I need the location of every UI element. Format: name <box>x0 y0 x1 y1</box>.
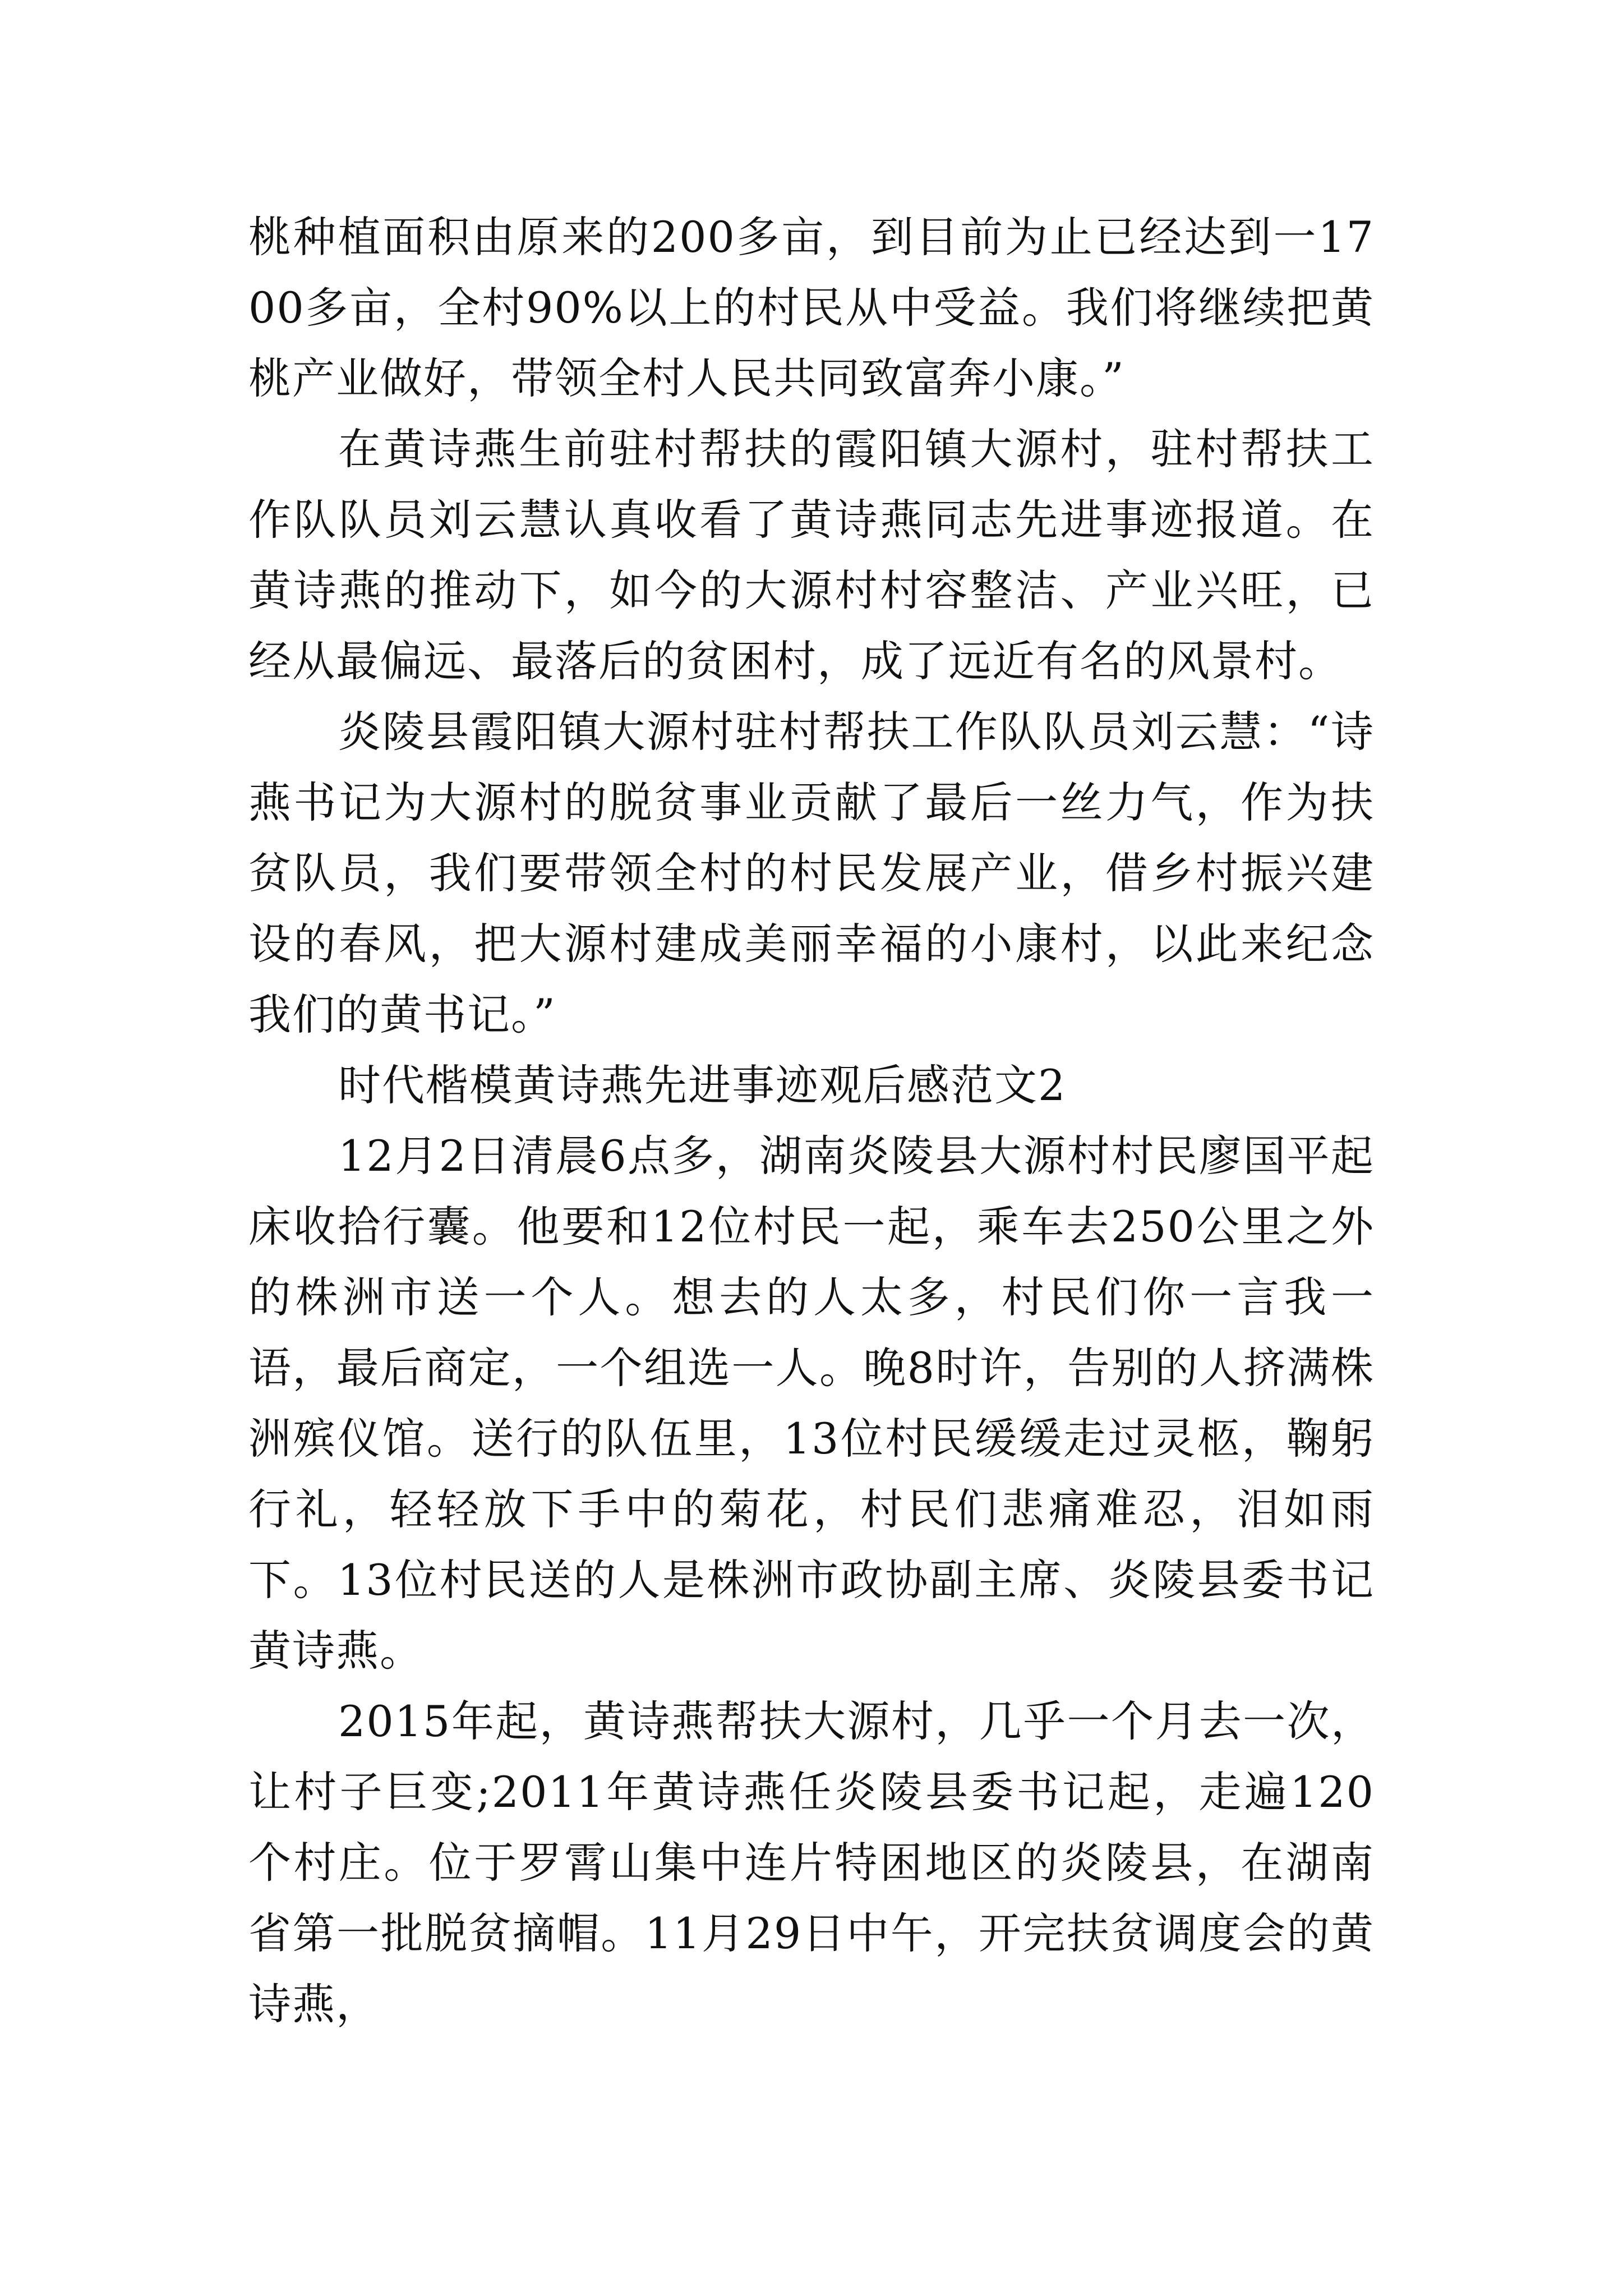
paragraph-poverty-alleviation: 2015年起，黄诗燕帮扶大源村，几乎一个月去一次，让村子巨变;2011年黄诗燕任炎陵县委书记起，走遍120个村庄。位于罗霄山集中连片特困地区的炎陵县，在湖南省第一批脱贫摘帽。11月29日中午，开完扶贫调度会的黄诗燕， <box>248 1696 1375 2029</box>
paragraph-continuation: 桃种植面积由原来的200多亩，到目前为止已经达到一1700多亩，全村90%以上的村民从中受益。我们将继续把黄桃产业做好，带领全村人民共同致富奔小康。” <box>248 212 1375 403</box>
paragraph-liu-yunhui-quote: 炎陵县霞阳镇大源村驻村帮扶工作队队员刘云慧：“诗燕书记为大源村的脱贫事业贡献了最后一丝力气，作为扶贫队员，我们要带领全村的村民发展产业，借乡村振兴建设的春风，把大源村建成美丽幸福的小康村，以此来纪念我们的黄书记。” <box>248 707 1375 1039</box>
section-heading: 时代楷模黄诗燕先进事迹观后感范文2 <box>338 1060 1067 1110</box>
paragraph-dayuan-village: 在黄诗燕生前驻村帮扶的霞阳镇大源村，驻村帮扶工作队队员刘云慧认真收看了黄诗燕同志先进事迹报道。在黄诗燕的推动下，如今的大源村村容整洁、产业兴旺，已经从最偏远、最落后的贫困村，成了远近有名的风景村。 <box>248 424 1375 686</box>
document-body <box>248 202 1375 2040</box>
paragraph-farewell: 12月2日清晨6点多，湖南炎陵县大源村村民廖国平起床收拾行囊。他要和12位村民一起，乘车去250公里之外的株洲市送一个人。想去的人太多，村民们你一言我一语，最后商定，一个组选一人。晚8时许，告别的人挤满株洲殡仪馆。送行的队伍里，13位村民缓缓走过灵柩，鞠躬行礼，轻轻放下手中的菊花，村民们悲痛难忍，泪如雨下。13位村民送的人是株洲市政协副主席、炎陵县委书记黄诗燕。 <box>248 1131 1375 1676</box>
